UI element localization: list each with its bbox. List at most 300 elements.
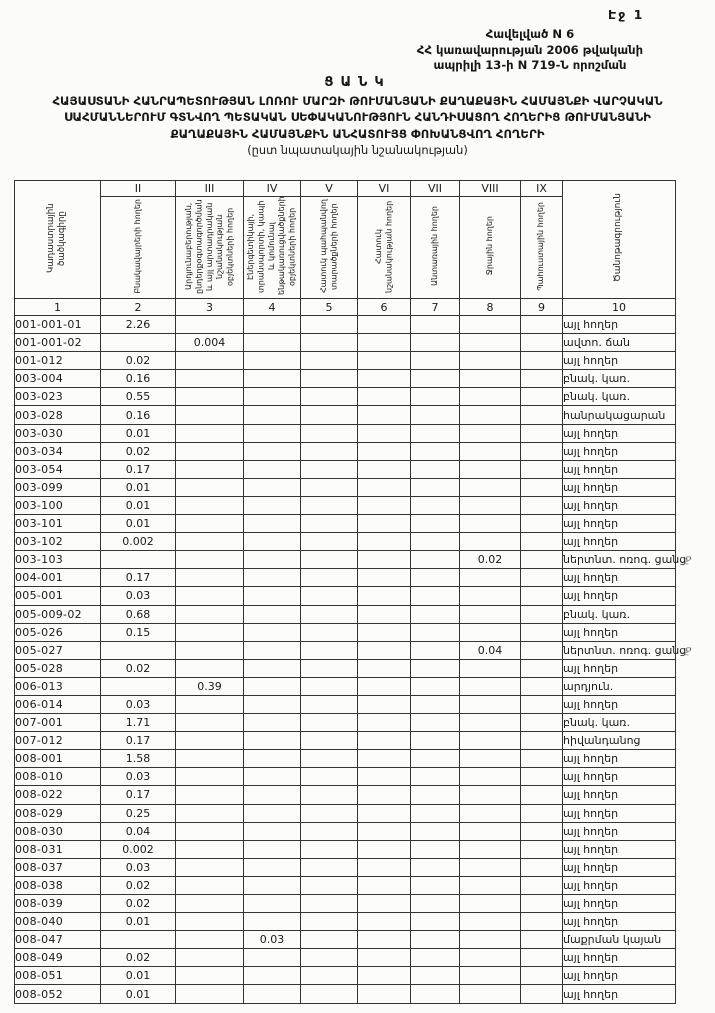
value-cell — [301, 695, 358, 713]
value-cell — [244, 316, 301, 334]
value-cell — [521, 967, 563, 985]
value-cell — [358, 442, 411, 460]
value-cell: 0.17 — [101, 460, 176, 478]
table-row — [15, 587, 676, 605]
value-cell — [301, 732, 358, 750]
value-cell — [411, 768, 460, 786]
row-note: այլ հողեր — [563, 442, 676, 460]
column-header — [176, 197, 244, 299]
value-cell — [411, 949, 460, 967]
row-code: 008-022 — [15, 786, 101, 804]
roman-numeral: IV — [244, 181, 301, 197]
value-cell — [176, 533, 244, 551]
value-cell — [460, 714, 521, 732]
value-cell — [411, 587, 460, 605]
appendix-line: ապրիլի 13-ի N 719-Ն որոշման — [433, 58, 627, 73]
row-code: 006-013 — [15, 677, 101, 695]
column-number: 4 — [244, 299, 301, 316]
value-cell — [176, 895, 244, 913]
row-note: այլ հողեր — [563, 840, 676, 858]
value-cell — [358, 967, 411, 985]
row-note: այլ հողեր — [563, 750, 676, 768]
column-header-label: Անտառային հողեր — [429, 206, 439, 286]
value-cell — [521, 424, 563, 442]
value-cell — [411, 931, 460, 949]
value-cell: 2.26 — [101, 316, 176, 334]
value-cell — [301, 876, 358, 894]
value-cell — [358, 913, 411, 931]
value-cell — [460, 316, 521, 334]
row-note: այլ հողեր — [563, 858, 676, 876]
table-row — [15, 370, 676, 388]
value-cell — [521, 388, 563, 406]
value-cell — [411, 876, 460, 894]
value-cell — [301, 895, 358, 913]
value-cell — [301, 750, 358, 768]
value-cell — [521, 786, 563, 804]
appendix-header — [350, 27, 710, 74]
table-row — [15, 677, 676, 695]
value-cell — [244, 695, 301, 713]
value-cell — [411, 659, 460, 677]
value-cell — [301, 768, 358, 786]
row-code: 003-004 — [15, 370, 101, 388]
value-cell — [176, 478, 244, 496]
value-cell — [244, 714, 301, 732]
value-cell: 0.01 — [101, 967, 176, 985]
value-cell — [521, 677, 563, 695]
table-row — [15, 895, 676, 913]
row-code: 008-052 — [15, 985, 101, 1003]
value-cell — [411, 913, 460, 931]
value-cell: 0.04 — [101, 822, 176, 840]
table-row — [15, 515, 676, 533]
value-cell — [176, 967, 244, 985]
value-cell: 0.02 — [101, 659, 176, 677]
value-cell — [176, 949, 244, 967]
value-cell: 0.002 — [101, 533, 176, 551]
column-header-label: Էներգետիկայի, տրանսպորտի, կապի և կոմունալ ենթակառուցվածքների օբյեկտների հողեր — [246, 195, 297, 295]
roman-numeral: VIII — [460, 181, 521, 197]
value-cell — [460, 496, 521, 514]
row-note: այլ հողեր — [563, 587, 676, 605]
handwritten-mark: ջ — [683, 642, 693, 657]
value-cell — [244, 587, 301, 605]
row-note: արդյուն. — [563, 677, 676, 695]
value-cell — [358, 569, 411, 587]
value-cell — [521, 587, 563, 605]
value-cell — [460, 949, 521, 967]
value-cell — [411, 732, 460, 750]
table-row — [15, 913, 676, 931]
value-cell: 0.02 — [101, 949, 176, 967]
row-code: 003-034 — [15, 442, 101, 460]
value-cell — [176, 732, 244, 750]
value-cell — [244, 515, 301, 533]
value-cell: 0.02 — [101, 895, 176, 913]
value-cell — [244, 623, 301, 641]
row-note: բնակ. կառ. — [563, 605, 676, 623]
value-cell — [176, 388, 244, 406]
value-cell — [244, 388, 301, 406]
column-header-label: Պահուստային հողեր — [536, 201, 546, 291]
header-cadastral-code — [15, 181, 101, 299]
row-code: 007-001 — [15, 714, 101, 732]
value-cell — [244, 822, 301, 840]
row-note: բնակ. կառ. — [563, 714, 676, 732]
value-cell — [301, 460, 358, 478]
value-cell — [101, 677, 176, 695]
column-number: 5 — [301, 299, 358, 316]
value-cell — [521, 858, 563, 876]
value-cell: 0.16 — [101, 406, 176, 424]
value-cell — [358, 804, 411, 822]
value-cell — [460, 587, 521, 605]
value-cell — [176, 442, 244, 460]
value-cell — [301, 515, 358, 533]
row-note: այլ հողեր — [563, 478, 676, 496]
row-code: 003-103 — [15, 551, 101, 569]
value-cell — [244, 985, 301, 1003]
value-cell — [358, 822, 411, 840]
table-row — [15, 569, 676, 587]
column-header-label: Ջրային հողեր — [484, 216, 494, 276]
value-cell — [301, 949, 358, 967]
value-cell — [176, 695, 244, 713]
row-code: 005-009-02 — [15, 605, 101, 623]
value-cell — [301, 659, 358, 677]
table-row — [15, 442, 676, 460]
table-row — [15, 967, 676, 985]
column-number: 3 — [176, 299, 244, 316]
roman-numeral: III — [176, 181, 244, 197]
value-cell — [460, 460, 521, 478]
value-cell — [358, 424, 411, 442]
value-cell — [521, 732, 563, 750]
row-code: 005-028 — [15, 659, 101, 677]
value-cell — [521, 551, 563, 569]
value-cell — [301, 478, 358, 496]
value-cell — [176, 913, 244, 931]
title-subtitle: (ըստ նպատակային նշանակության) — [247, 143, 468, 158]
value-cell — [101, 334, 176, 352]
value-cell — [101, 641, 176, 659]
column-header — [521, 197, 563, 299]
value-cell — [244, 478, 301, 496]
table-row — [15, 786, 676, 804]
value-cell — [301, 623, 358, 641]
value-cell — [521, 533, 563, 551]
roman-numeral: VI — [358, 181, 411, 197]
value-cell — [411, 677, 460, 695]
value-cell — [521, 768, 563, 786]
value-cell — [301, 406, 358, 424]
value-cell: 0.68 — [101, 605, 176, 623]
row-note: հիվանդանոց — [563, 732, 676, 750]
value-cell: 0.004 — [176, 334, 244, 352]
title-main: ՑԱՆԿ — [324, 75, 391, 90]
row-note: այլ հողեր — [563, 876, 676, 894]
row-note: այլ հողեր — [563, 496, 676, 514]
row-note: այլ հողեր — [563, 515, 676, 533]
value-cell — [411, 967, 460, 985]
value-cell — [358, 876, 411, 894]
roman-numeral: VII — [411, 181, 460, 197]
table-row — [15, 316, 676, 334]
value-cell — [244, 949, 301, 967]
value-cell — [176, 750, 244, 768]
row-note: այլ հողեր — [563, 659, 676, 677]
value-cell — [244, 913, 301, 931]
value-cell — [301, 388, 358, 406]
row-note: այլ հողեր — [563, 768, 676, 786]
row-note: այլ հողեր — [563, 786, 676, 804]
value-cell — [521, 695, 563, 713]
value-cell — [301, 858, 358, 876]
table-row — [15, 352, 676, 370]
value-cell — [460, 515, 521, 533]
value-cell — [521, 442, 563, 460]
column-header — [411, 197, 460, 299]
value-cell — [244, 876, 301, 894]
appendix-line: ՀՀ կառավարության 2006 թվականի — [416, 42, 644, 57]
row-note: այլ հողեր — [563, 316, 676, 334]
value-cell — [301, 533, 358, 551]
value-cell — [411, 442, 460, 460]
value-cell — [244, 895, 301, 913]
value-cell — [411, 460, 460, 478]
value-cell — [411, 985, 460, 1003]
table-row — [15, 949, 676, 967]
value-cell — [358, 352, 411, 370]
value-cell — [244, 768, 301, 786]
value-cell: 0.16 — [101, 370, 176, 388]
column-number-row — [15, 299, 676, 316]
row-code: 003-054 — [15, 460, 101, 478]
value-cell — [521, 334, 563, 352]
value-cell: 0.17 — [101, 786, 176, 804]
value-cell — [301, 334, 358, 352]
value-cell — [358, 714, 411, 732]
table-row — [15, 551, 676, 569]
value-cell: 0.03 — [101, 768, 176, 786]
value-cell — [411, 424, 460, 442]
column-header-label: Հատուկ նշանակության հողեր — [373, 199, 393, 293]
value-cell — [176, 659, 244, 677]
row-code: 005-001 — [15, 587, 101, 605]
value-cell — [244, 370, 301, 388]
value-cell — [301, 496, 358, 514]
value-cell: 0.03 — [101, 858, 176, 876]
roman-numeral: II — [101, 181, 176, 197]
row-note: այլ հողեր — [563, 695, 676, 713]
row-code: 006-014 — [15, 695, 101, 713]
value-cell: 0.03 — [101, 695, 176, 713]
value-cell — [244, 424, 301, 442]
value-cell — [521, 822, 563, 840]
column-header — [301, 197, 358, 299]
value-cell — [244, 460, 301, 478]
table-head — [15, 181, 676, 316]
value-cell — [358, 515, 411, 533]
value-cell — [301, 913, 358, 931]
value-cell — [411, 478, 460, 496]
value-cell — [176, 822, 244, 840]
value-cell — [460, 895, 521, 913]
value-cell: 0.15 — [101, 623, 176, 641]
value-cell — [521, 569, 563, 587]
value-cell — [358, 858, 411, 876]
value-cell — [176, 840, 244, 858]
value-cell — [411, 714, 460, 732]
value-cell — [244, 533, 301, 551]
value-cell — [411, 840, 460, 858]
value-cell — [460, 822, 521, 840]
value-cell — [411, 641, 460, 659]
column-number: 1 — [15, 299, 101, 316]
value-cell — [176, 551, 244, 569]
value-cell — [301, 316, 358, 334]
row-note: այլ հողեր — [563, 967, 676, 985]
value-cell — [460, 370, 521, 388]
row-code: 003-100 — [15, 496, 101, 514]
table-row — [15, 334, 676, 352]
table-row — [15, 858, 676, 876]
value-cell — [358, 334, 411, 352]
value-cell — [521, 478, 563, 496]
value-cell — [460, 876, 521, 894]
column-number: 7 — [411, 299, 460, 316]
row-code: 003-101 — [15, 515, 101, 533]
value-cell — [460, 406, 521, 424]
value-cell — [411, 370, 460, 388]
column-header-label: Արդյունաբերության, ընդերքօգտագործման և այլ արտադրական նշանակության օբյեկտների հողեր — [183, 198, 235, 294]
value-cell — [244, 352, 301, 370]
value-cell: 1.71 — [101, 714, 176, 732]
value-cell — [358, 460, 411, 478]
value-cell — [411, 895, 460, 913]
table-row — [15, 714, 676, 732]
row-note: բնակ. կառ. — [563, 370, 676, 388]
value-cell — [176, 623, 244, 641]
value-cell — [521, 352, 563, 370]
row-note: այլ հողեր — [563, 352, 676, 370]
row-note: ավտո. ճան — [563, 334, 676, 352]
header-cadastral-code-label: Կադաստրային ծածկագիրը — [46, 203, 68, 273]
value-cell — [521, 515, 563, 533]
column-number: 6 — [358, 299, 411, 316]
value-cell: 0.03 — [244, 931, 301, 949]
value-cell: 0.01 — [101, 515, 176, 533]
value-cell — [521, 949, 563, 967]
header-note — [563, 181, 676, 299]
roman-numeral: V — [301, 181, 358, 197]
row-note: այլ հողեր — [563, 985, 676, 1003]
value-cell — [176, 804, 244, 822]
row-note: այլ հողեր — [563, 424, 676, 442]
value-cell — [521, 913, 563, 931]
table-row — [15, 533, 676, 551]
value-cell — [411, 695, 460, 713]
row-code: 008-038 — [15, 876, 101, 894]
document-title — [0, 75, 715, 157]
value-cell — [358, 732, 411, 750]
row-note: ներտնտ. ոռոգ. ցանց ջ — [563, 641, 676, 659]
row-note: այլ հողեր — [563, 949, 676, 967]
row-code: 008-031 — [15, 840, 101, 858]
value-cell — [358, 533, 411, 551]
value-cell — [176, 876, 244, 894]
row-code: 008-040 — [15, 913, 101, 931]
value-cell — [176, 714, 244, 732]
value-cell — [176, 424, 244, 442]
table-row — [15, 424, 676, 442]
value-cell — [460, 804, 521, 822]
value-cell — [101, 551, 176, 569]
value-cell — [460, 732, 521, 750]
column-number: 8 — [460, 299, 521, 316]
table-row — [15, 804, 676, 822]
table-row — [15, 732, 676, 750]
value-cell — [358, 695, 411, 713]
value-cell: 0.17 — [101, 732, 176, 750]
value-cell — [460, 623, 521, 641]
table-row — [15, 605, 676, 623]
row-note: այլ հողեր — [563, 533, 676, 551]
value-cell — [176, 931, 244, 949]
value-cell — [460, 478, 521, 496]
table-row — [15, 406, 676, 424]
value-cell: 0.03 — [101, 587, 176, 605]
value-cell — [358, 750, 411, 768]
value-cell — [301, 587, 358, 605]
value-cell — [411, 858, 460, 876]
row-note: այլ հողեր — [563, 822, 676, 840]
value-cell — [460, 442, 521, 460]
value-cell — [358, 388, 411, 406]
value-cell — [521, 714, 563, 732]
value-cell: 0.02 — [101, 876, 176, 894]
row-note: այլ հողեր — [563, 895, 676, 913]
value-cell — [244, 569, 301, 587]
value-cell — [301, 931, 358, 949]
value-cell — [411, 822, 460, 840]
table-row — [15, 876, 676, 894]
value-cell — [460, 569, 521, 587]
header-note-label: Ծանոթագրություն — [613, 193, 624, 283]
row-code: 008-037 — [15, 858, 101, 876]
table-row — [15, 840, 676, 858]
value-cell — [244, 804, 301, 822]
row-code: 003-102 — [15, 533, 101, 551]
table-row — [15, 478, 676, 496]
value-cell — [301, 370, 358, 388]
value-cell — [176, 370, 244, 388]
value-cell — [358, 768, 411, 786]
value-cell — [460, 967, 521, 985]
value-cell — [244, 659, 301, 677]
table-row — [15, 623, 676, 641]
value-cell — [358, 551, 411, 569]
table-row — [15, 768, 676, 786]
page-number: Էջ 1 — [608, 7, 645, 22]
table-row — [15, 659, 676, 677]
row-code: 003-023 — [15, 388, 101, 406]
row-note: այլ հողեր — [563, 913, 676, 931]
value-cell: 0.01 — [101, 913, 176, 931]
handwritten-mark: ջ — [683, 551, 693, 566]
row-code: 001-012 — [15, 352, 101, 370]
